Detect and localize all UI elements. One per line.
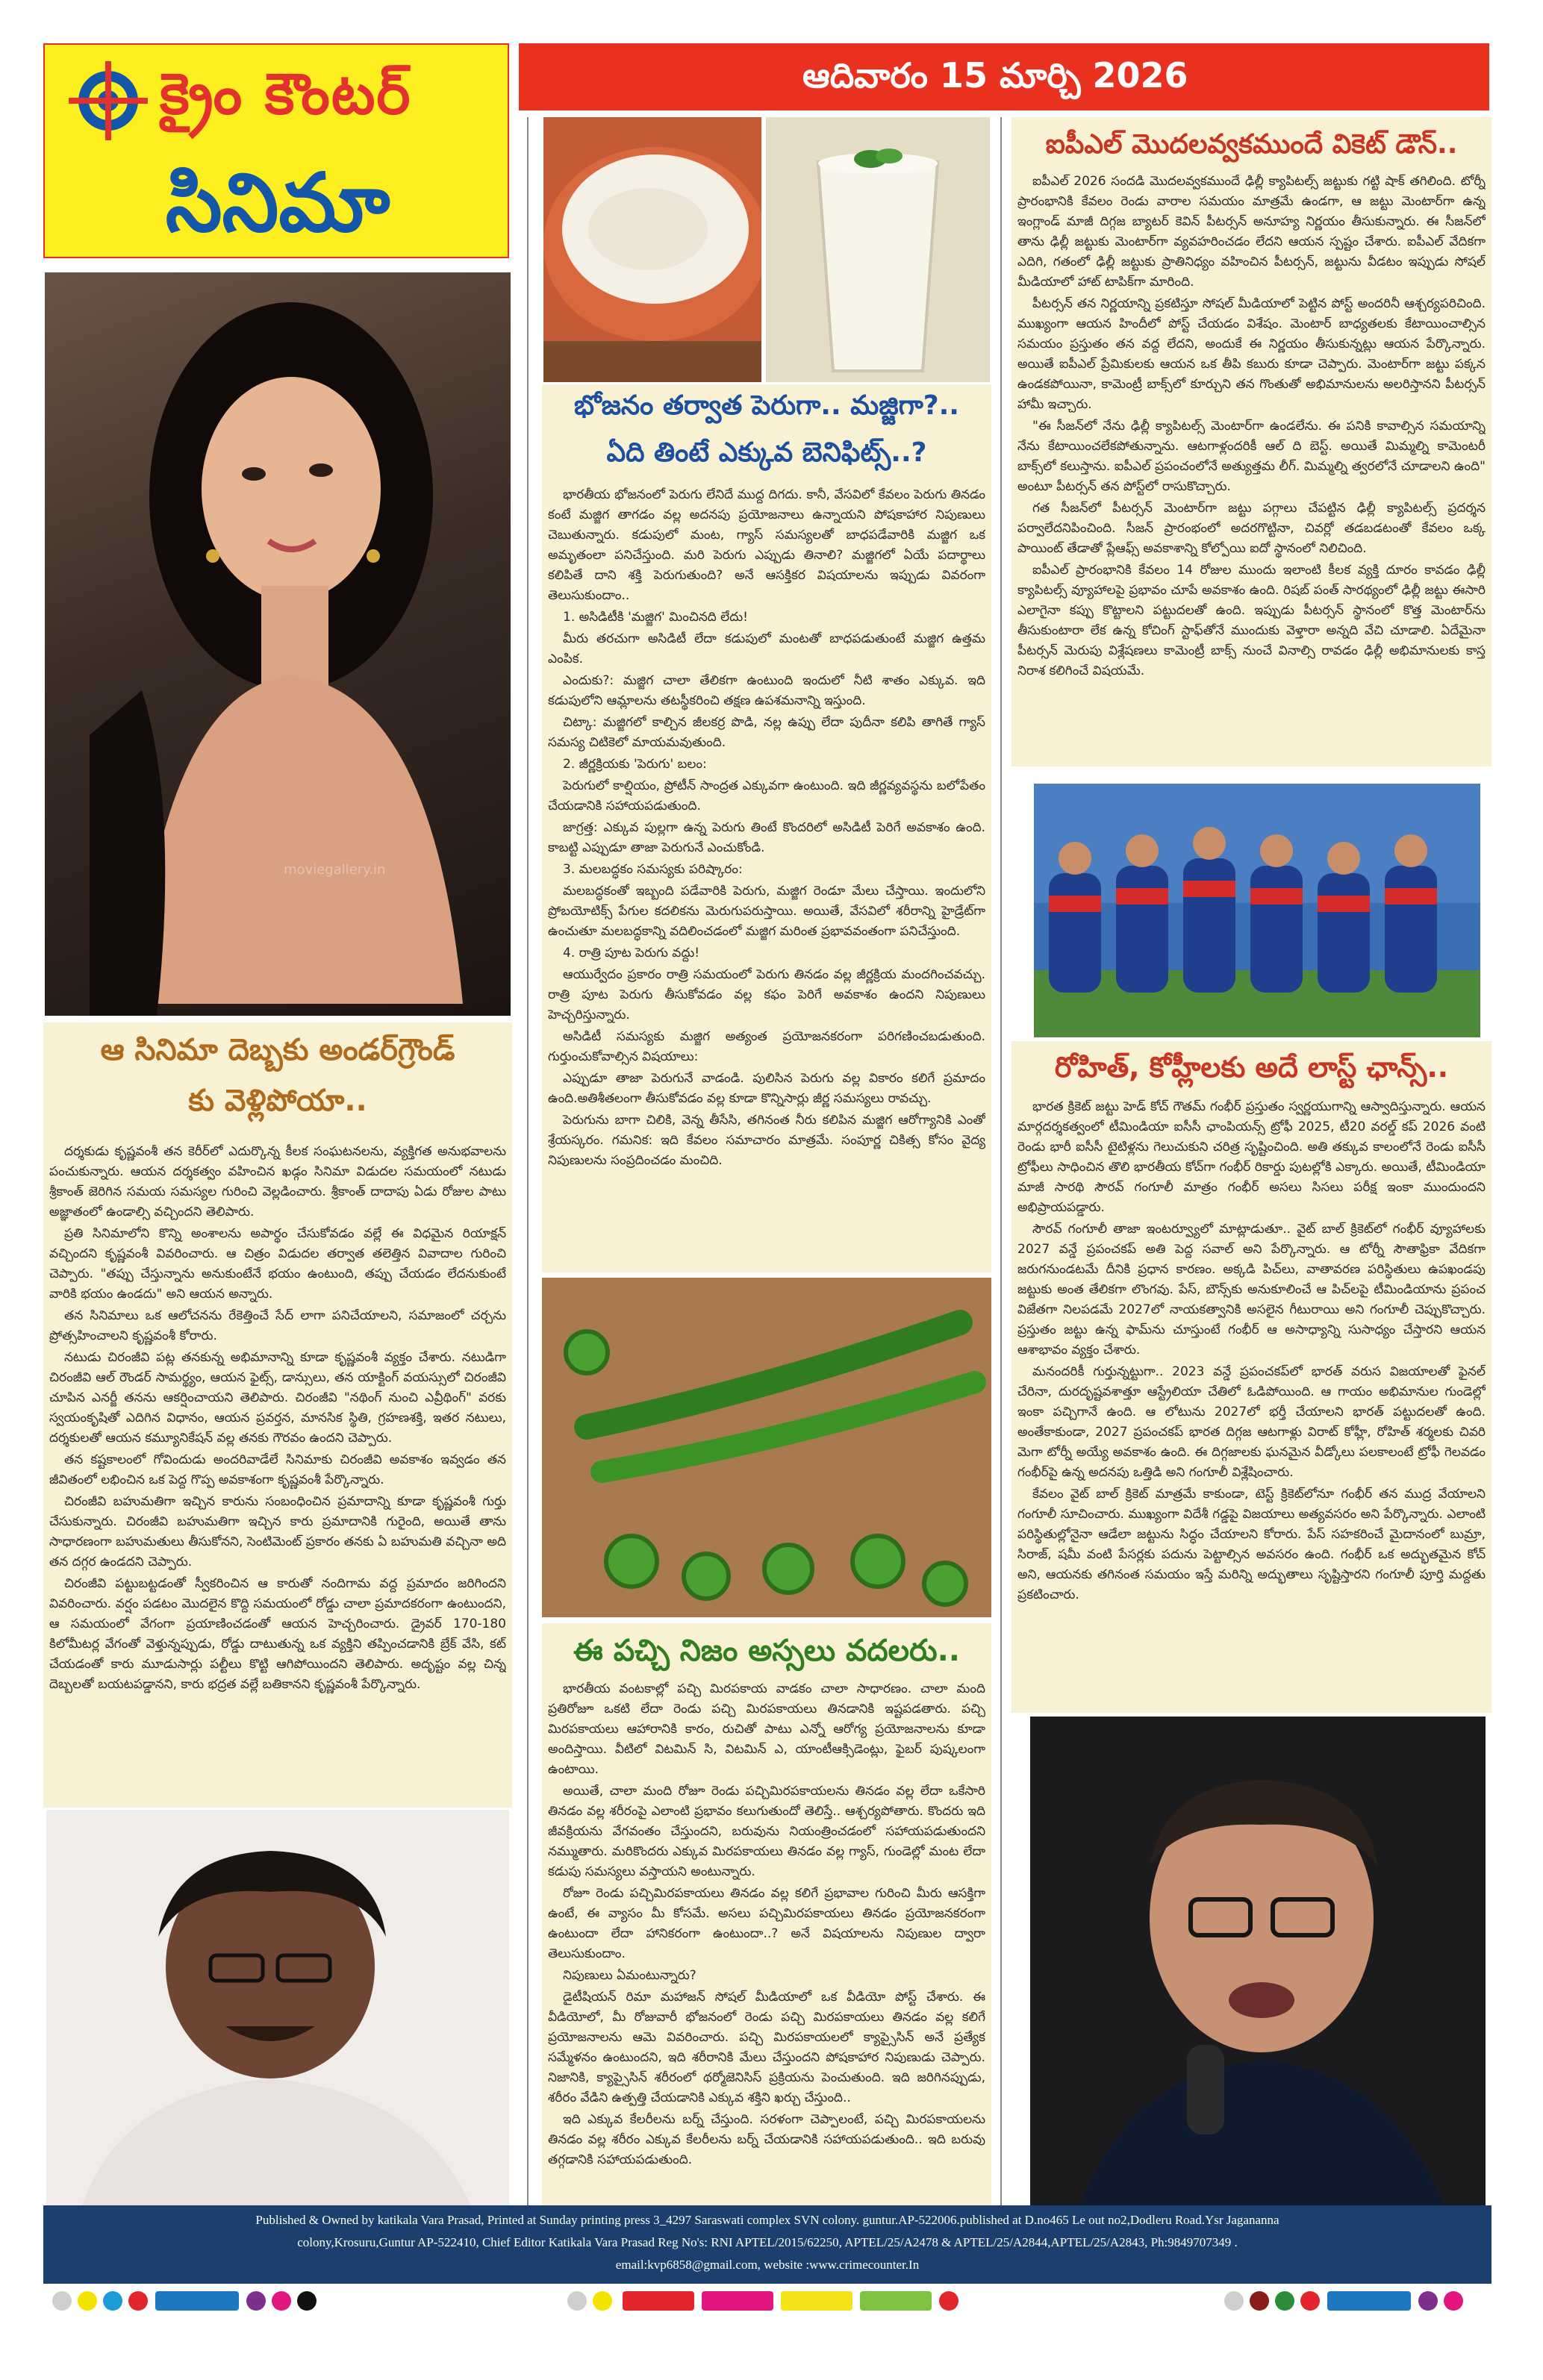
color-dot [103, 2291, 122, 2311]
cricket-team-illustration [1034, 784, 1480, 1037]
footer-line-1: Published & Owned by katikala Vara Prasad, Printed at Sunday printing press 3_4297 Saraswati complex SVN colony. guntur.AP-522006.published at D.no465 Le out no2,Dodleru Road.Ysr Jagananna [255, 2213, 1279, 2227]
masthead-logo [43, 43, 509, 258]
logo-text: క్రైం కౌంటర్ [160, 60, 412, 127]
color-bar [1327, 2291, 1411, 2311]
chilli-body: భారతీయ వంటకాల్లో పచ్చి మిరపకాయ వాడకం చాలా సాధారణం. చాలా మంది ప్రతిరోజూ ఒకటి లేదా రెండు పచ్చి మిరపకాయలు తినడానికి ఇష్టపడతారు. పచ్చి మిరపకాయలు ఆహారానికి కారం, రుచితో పాటు ఎన్నో ఆరోగ్య ప్రయోజనాలను కూడా అందిస్తాయి. వీటిలో విటమిన్ సి, విటమిన్ ఎ, యాంటీఆక్సిడెంట్లు, ఫైబర్ పుష్కలంగా ఉంటాయి. అయితే, చాలా మంది రోజూ రెండు పచ్చిమిరపకాయలను తినడం వల్ల లేదా ఒకేసారి తినడం వల్ల శరీరంపై ఎలాంటి ప్రభావం కలుగుతుందో తెలిస్తే.. ఆశ్చర్యపోతారు. కొందరు ఇది జీవక్రియను వేగవంతం చేస్తుందని, బరువును నియంత్రించడంలో సహాయపడుతుందని నమ్ముతారు. మరికొందరు ఎక్కువ మిరపకాయలు తినడం వల్ల గ్యాస్, గుండెల్లో మంట లేదా కడుపు సమస్యలు వస్తాయని అంటున్నారు. రోజూ రెండు పచ్చిమిరపకాయలు తినడం వల్ల కలిగే ప్రభావాల గురించి మీరు ఆసక్తిగా ఉంటే, ఈ వ్యాసం మీ కోసమే. అసలు పచ్చిమిరపకాయలు తినడం ప్రయోజనకరంగా ఉంటుందా లేదా హానికరంగా ఉంటుందా..? అనే విషయాలను నిపుణుల ద్వారా తెలుసుకుందాం. నిపుణులు ఏమంటున్నారు? డైటీషియన్ రిమా మహాజన్ సోషల్ మీడియాలో ఒక వీడియో పోస్ట్ చేశారు. ఈ వీడియోలో, మీ రోజువారీ భోజనంలో రెండు పచ్చి మిరపకాయలు తినడం వల్ల కలిగే ప్రయోజనాలను ఆమె వివరించారు. పచ్చి మిరపకాయలలో క్యాప్సైసిన్ అనే ప్రత్యేక సమ్మేళనం ఉంటుందని, ఇది శరీరానికి మేలు చేస్తుందని పోషకాహార నిపుణుడు చెప్పారు. నిజానికి, క్యాప్సైసిన్ శరీరంలో థర్మోజెనిసిస్ ప్రక్రియను పెంచుతుంది. ఇది జరిగినప్పుడు, శరీరం వేడిని ఉత్పత్తి చేయడానికి ఎక్కువ శక్తిని ఖర్చు చేస్తుంది.. ఇది ఎక్కువ కేలరీలను బర్న్ చేస్తుంది. సరళంగా చెప్పాలంటే, పచ్చి మిరపకాయలను తినడం వల్ల శరీరం ఎక్కువ కేలరీలను బర్న్ చేయడానికి సహాయపడుతుంది.. ఇది బరువు తగ్గడానికి సహాయపడుతుంది. [548, 1681, 985, 2167]
color-bar [702, 2291, 773, 2311]
curd-photo [543, 117, 761, 382]
column-divider [1000, 117, 1002, 2274]
footer-text [43, 2209, 1491, 2276]
curd-title: భోజనం తర్వాత పెరుగా.. మజ్జిగా?.. ఏది తింటే ఎక్కువ బెనిఫిట్స్..? [574, 390, 959, 468]
curd-body: భారతీయ భోజనంలో పెరుగు లేనిదే ముద్ద దిగదు. కానీ, వేసవిలో కేవలం పెరుగు తినడం కంటే మజ్జిగ తాగడం వల్ల అదనపు ప్రయోజనాలు ఉన్నాయని పోషకాహార నిపుణులు చెబుతున్నారు. కడుపులో మంట, గ్యాస్ సమస్యలతో బాధపడేవారికి మజ్జిగ ఒక అమృతంలా పనిచేస్తుంది. మరి పెరుగు ఎప్పుడు తినాలి? మజ్జిగలో ఏయే పదార్థాలు కలిపితే దాని శక్తి పెరుగుతుంది? అనే ఆసక్తికర విషయాలను ఇప్పుడు వివరంగా తెలుసుకుందాం.. 1. అసిడిటీకి 'మజ్జిగ' మించినది లేదు! మీరు తరచుగా అసిడిటీ లేదా కడుపులో మంటతో బాధపడుతుంటే మజ్జిగ ఉత్తమ ఎంపిక. ఎందుకు?: మజ్జిగ చాలా తేలికగా ఉంటుంది ఇందులో నీటి శాతం ఎక్కువ. ఇది కడుపులోని ఆమ్లాలను తటస్థీకరించి తక్షణ ఉపశమనాన్ని ఇస్తుంది. చిట్కా: మజ్జిగలో కాల్చిన జీలకర్ర పొడి, నల్ల ఉప్పు లేదా పుదీనా కలిపి తాగితే గ్యాస్ సమస్య చిటికెలో మాయమవుతుంది. 2. జీర్ణక్రియకు 'పెరుగు' బలం: పెరుగులో కాల్షియం, ప్రోటీన్ సాంద్రత ఎక్కువగా ఉంటుంది. ఇది జీర్ణవ్యవస్థను బలోపేతం చేయడానికి సహాయపడుతుంది. జాగ్రత్త: ఎక్కువ పుల్లగా ఉన్న పెరుగు తింటే కొందరిలో అసిడిటీ పెరిగే అవకాశం ఉంది. కాబట్టి ఎప్పుడూ తాజా పెరుగునే ఎంచుకోండి. 3. మలబద్ధకం సమస్యకు పరిష్కారం: మలబద్ధకంతో ఇబ్బంది పడేవారికి పెరుగు, మజ్జిగ రెండూ మేలు చేస్తాయి. ఇందులోని ప్రోబయోటిక్స్ పేగుల కదలికను మెరుగుపరుస్తాయి. అయితే, వేసవిలో శరీరాన్ని హైడ్రేట్‌గా ఉంచుతూ మలబద్ధకాన్ని వదిలించడంలో మజ్జిగ మరింత ప్రభావవంతంగా పనిచేస్తుంది. 4. రాత్రి పూట పెరుగు వద్దు! ఆయుర్వేదం ప్రకారం రాత్రి సమయంలో పెరుగు తినడం వల్ల జీర్ణక్రియ మందగించవచ్చు. రాత్రి పూట పెరుగు తీసుకోవడం వల్ల కఫం పెరిగే అవకాశం ఉందని నిపుణులు హెచ్చరిస్తున్నారు. అసిడిటీ సమస్యకు మజ్జిగ అత్యంత ప్రయోజనకరంగా పరిగణించబడుతుంది. గుర్తుంచుకోవాల్సిన విషయాలు: ఎప్పుడూ తాజా పెరుగునే వాడండి. పులిసిన పెరుగు వల్ల వికారం కలిగే ప్రమాదం ఉంది.అతిశీతలంగా తీసుకోవడం వల్ల కూడా కొన్నిసార్లు జీర్ణ సమస్యలు రావచ్చు. పెరుగును బాగా చిలికి, వెన్న తీసేసి, తగినంత నీరు కలిపిన మజ్జిగ ఆరోగ్యానికి ఎంతో శ్రేయస్కరం. గమనిక: ఇది కేవలం సమాచారం మాత్రమే. సంపూర్ణ చికిత్స కోసం వైద్య నిపుణులను సంప్రదించడం మంచిది. [548, 487, 985, 1168]
color-dot [1224, 2291, 1244, 2311]
director-photo [46, 1810, 509, 2228]
cricket-team-photo [1034, 784, 1480, 1037]
actress-photo [45, 272, 511, 1016]
date-text: ఆదివారం 15 మార్చి 2026 [802, 55, 1188, 96]
color-dot [297, 2291, 317, 2311]
section-title: సినిమా [165, 157, 390, 250]
cinema-body: దర్శకుడు కృష్ణవంశీ తన కెరీర్‌లో ఎదుర్కొన్న కీలక సంఘటనలను, వ్యక్తిగత అనుభవాలను పంచుకున్నారు. ఆయన దర్శకత్వం వహించిన ఖడ్గం సినిమా విడుదల సమయంలో నటుడు శ్రీకాంత్ జెరిగిన సమయ సమస్యల గురించి వెల్లడించారు. శ్రీకాంత్ దాదాపు ఏడు రోజుల పాటు అజ్ఞాతంలో ఉండాల్సి వచ్చిందని తెలిపారు. ప్రతి సినిమాలోని కొన్ని అంశాలను అపార్థం చేసుకోవడం వల్లే ఈ విధమైన రియాక్షన్ వచ్చిందని కృష్ణవంశీ వివరించారు. ఆ చిత్రం విడుదల తర్వాత తలెత్తిన వివాదాల గురించి చెప్పారు. "తప్పు చేస్తున్నాను అనుకుంటేనే భయం ఉంటుంది, తప్పు చేయడం లేదనుకుంటే వారికి భయం ఉండదు" అని ఆయన అన్నారు. తన సినిమాలు ఒక ఆలోచనను రేకెత్తించే సేద్ లాగా పనిచేయాలని, సమాజంలో చర్చను ప్రోత్సహించాలని కృష్ణవంశీ కోరారు. నటుడు చిరంజీవి పట్ల తనకున్న అభిమానాన్ని కూడా కృష్ణవంశీ వ్యక్తం చేశారు. నటుడిగా చిరంజీవి ఆల్ రౌండర్ సామర్థ్యం, ఆయన ఫైట్స్, డాన్సులు, తన యాక్టింగ్ వయస్సులో చిరంజీవి చూపిన ఎనర్జీ తనను ఆకర్షించాయని తెలిపారు. చిరంజీవి "నథింగ్ నుంచి ఎవ్రీథింగ్" వరకు స్వయంకృషితో ఎదిగిన విధానం, ఆయన ప్రవర్తన, మానసిక స్థితి, గ్రహణశక్తి, ఇతర నటులు, దర్శకులతో ఆయన కమ్యూనికేషన్ వల్ల తనకు గౌరవం ఉందని చెప్పారు. తన కష్టకాలంలో గోవిందుడు అందరివాడేలే సినిమాకు చిరంజీవి అవకాశం ఇవ్వడం తన జీవితంలో లభించిన ఒక పెద్ద గొప్ప అవకాశంగా కృష్ణవంశీ పేర్కొన్నారు. చిరంజీవి బహుమతిగా ఇచ్చిన కారును సంబంధించిన ప్రమాదాన్ని కూడా కృష్ణవంశీ గుర్తు చేసుకున్నారు. చిరంజీవి బహుమతిగా ఇచ్చిన కారు ప్రమాదానికి గురైంది, అయితే తాను సాధారణంగా బహుమతులు తీసుకోనని, సెంటిమెంట్ ప్రకారం తనకు ఏ బహుమతి వచ్చినా అది తన దగ్గర ఉండదని చెప్పారు. చిరంజీవి పట్టుబట్టడంతో స్వీకరించిన ఆ కారుతో నందిగామ వద్ద ప్రమాదం జరిగిందని వివరించారు. వర్షం పడటం మొదలైన కొద్ది సమయంలో రోడ్డు చాలా ప్రమాదకరంగా ఉంటుందని, ఆ సమయంలో వేగంగా ప్రయాణించడంతో ఆయన హెచ్చరించారు. డ్రైవర్ 170-180 కిలోమీటర్ల వేగంతో వెళ్తున్నప్పుడు, రోడ్డు దాటుతున్న ఒక వ్యక్తిని తప్పించడానికి బ్రేక్ వేసి, కట్ చేయడంతో కారు మూడుసార్లు పల్టీలు కొట్టి ఆగిపోయిందని తెలిపారు. అదృష్టం వల్ల చిన్న దెబ్బలతో బయటపడ్డానని, కారు భద్రత వల్లే బతికానని కృష్ణవంశీ పేర్కొన్నారు. [49, 1144, 506, 1692]
color-dot [1418, 2291, 1438, 2311]
logo-brand [67, 52, 485, 149]
chilli-illustration [542, 1278, 991, 1617]
color-dot [1250, 2291, 1269, 2311]
buttermilk-photo [766, 117, 990, 382]
color-dot [1275, 2291, 1294, 2311]
rohit-title: రోహిత్, కోహ్లీలకు అదే లాస్ట్ ఛాన్స్.. [1054, 1051, 1449, 1084]
column-divider [527, 117, 529, 2274]
color-dot [246, 2291, 266, 2311]
color-dot [567, 2291, 587, 2311]
color-dot [52, 2291, 72, 2311]
buttermilk-glass-illustration [766, 117, 990, 382]
cinema-title: ఆ సినిమా దెబ్బకు అండర్‌గ్రౌండ్ కు వెళ్లిపోయా.. [100, 1033, 455, 1118]
footer-line-2: colony,Krosuru,Guntur AP-522410, Chief Editor Katikala Vara Prasad Reg No's: RNI APTEL/2015/62250, APTEL/25/A2478 & APTEL/25/A2844,APTEL/25/A2843, Ph:9849707349 . [297, 2235, 1238, 2249]
color-bar [155, 2291, 239, 2311]
color-bar [860, 2291, 932, 2311]
photo-watermark: moviegallery.in [284, 862, 386, 878]
ipl-body: ఐపీఎల్ 2026 సందడి మొదలవ్వకముందే ఢిల్లీ క్యాపిటల్స్ జట్టుకు గట్టి షాక్ తగిలింది. టోర్నీ ప్రారంభానికి కేవలం రెండు వారాల సమయం మాత్రమే ఉండగా, ఆ జట్టు మెంటార్‌గా ఉన్న ఇంగ్లాండ్ మాజీ దిగ్గజ బ్యాటర్ కెవిన్ పీటర్సన్ అనూహ్య నిర్ణయం తీసుకున్నారు. ఈ సీజన్‌లో తాను ఢిల్లీ జట్టుకు మెంటార్‌గా వ్యవహరించడం లేదని ఆయన స్పష్టం చేశారు. ఐపీఎల్ వేదికగా ఎదిగి, గతంలో ఢిల్లీ జట్టుకు ప్రాతినిధ్యం వహించిన పీటర్సన్, జట్టును వీడటం ఇప్పుడు సోషల్ మీడియాలో హాట్ టాపిక్‌గా మారింది. పీటర్సన్ తన నిర్ణయాన్ని ప్రకటిస్తూ సోషల్ మీడియాలో పెట్టిన పోస్ట్ అందరినీ ఆశ్చర్యపరిచింది. ముఖ్యంగా ఆయన హిందీలో పోస్ట్ చేయడం విశేషం. మెంటార్ బాధ్యతలకు కేటాయించాల్సిన సమయం ప్రస్తుతం తన వద్ద లేదని, అందుకే ఈ నిర్ణయం తీసుకున్నట్లు ఆయన పేర్కొన్నారు. అయితే ఐపీఎల్ ప్రేమికులకు ఆయన ఒక తీపి కబురు కూడా చెప్పారు. మెంటార్‌గా జట్టు పక్కన ఉండకపోయినా, కామెంట్రీ బాక్స్‌లో కూర్చుని తన గొంతుతో అభిమానులను అలరిస్తానని పీటర్సన్ హామీ ఇచ్చారు. "ఈ సీజన్‌లో నేను ఢిల్లీ క్యాపిటల్స్ మెంటార్‌గా ఉండలేను. ఈ పనికి కావాల్సిన సమయాన్ని నేను కేటాయించలేకపోతున్నాను. ఆటగాళ్లందరికీ ఆల్ ది బెస్ట్. అయితే మిమ్మల్ని కామెంటరీ బాక్స్‌లో కలుస్తాను. ఐపీఎల్ ప్రపంచంలోనే అత్యుత్తమ లీగ్. మిమ్మల్ని త్వరలోనే చూడాలని ఉంది" అంటూ పీటర్సన్ తన పోస్ట్‌లో రాసుకొచ్చారు. గత సీజన్‌లో పీటర్సన్ మెంటార్‌గా జట్టు పగ్గాలు చేపట్టిన ఢిల్లీ క్యాపిటల్స్ ప్రదర్శన పర్వాలేదనిపించింది. సీజన్ ప్రారంభంలో అదరగొట్టినా, చివర్లో తడబడటంతో కేవలం ఒక్క పాయింట్ తేడాతో ప్లేఆఫ్స్ అవకాశాన్ని కోల్పోయి ఐదో స్థానంలో నిలిచింది. ఐపీఎల్ ప్రారంభానికి కేవలం 14 రోజుల ముందు ఇలాంటి కీలక వ్యక్తి దూరం కావడం ఢిల్లీ క్యాపిటల్స్ వ్యూహాలపై ప్రభావం చూపే అవకాశం ఉంది. రిషబ్ పంత్ సారథ్యంలో ఢిల్లీ జట్టు ఈసారి ఎలాగైనా కప్పు కొట్టాలని పట్టుదలతో ఉంది. ఇప్పుడు పీటర్సన్ స్థానంలో కొత్త మెంటార్‌ను తీసుకుంటారా లేక ఉన్న కోచింగ్ స్టాఫ్‌తోనే ముందుకు వెళ్తారా అన్నది వేచి చూడాలి. ఏదేమైనా పీటర్సన్ మెరుపు విశ్లేషణలు కామెంట్రీ బాక్స్ నుంచే వినాల్సి రావడం ఢిల్లీ అభిమానులకు కాస్త నిరాశ కలిగించే విషయమే. [1017, 174, 1486, 678]
color-dot [78, 2291, 97, 2311]
ipl-title: ఐపీఎల్ మొదలవ్వకముందే వికెట్ డౌన్.. [1045, 129, 1458, 160]
chilli-photo [542, 1278, 991, 1617]
color-dot [1300, 2291, 1320, 2311]
color-dot [593, 2291, 612, 2311]
color-bar [623, 2291, 694, 2311]
crosshair-logo-icon [67, 60, 149, 142]
rohit-body: భారత క్రికెట్ జట్టు హెడ్ కోచ్ గౌతమ్ గంభీర్ ప్రస్తుతం స్వర్ణయుగాన్ని ఆస్వాదిస్తున్నారు. ఆయన మార్గదర్శకత్వంలో టీమిండియా ఐసీసీ ఛాంపియన్స్ ట్రోఫీ 2025, టీ20 వరల్డ్ కప్ 2026 వంటి రెండు భారీ ఐసీసీ టైటిళ్లను గెలుచుకుని చరిత్ర సృష్టించింది. అతి తక్కువ కాలంలోనే రెండు ఐసీసీ ట్రోఫీలు సాధించిన తొలి భారతీయ కోచ్‌గా గంభీర్ రికార్డు పుటల్లోకి ఎక్కారు. అయితే, టీమిండియా మాజీ సారథి సౌరవ్ గంగూలీ మాత్రం గంభీర్ అసలు సిసలు పరీక్ష ఇంకా ముందుందని అభిప్రాయపడ్డారు. సౌరవ్ గంగూలీ తాజా ఇంటర్వ్యూలో మాట్లాడుతూ.. వైట్ బాల్ క్రికెట్‌లో గంభీర్ వ్యూహాలకు 2027 వన్డే ప్రపంచకప్ అతి పెద్ద సవాల్ అని పేర్కొన్నారు. ఆ టోర్నీ సౌతాఫ్రికా వేదికగా జరుగనుండటమే దీనికి ప్రధాన కారణం. అక్కడి పిచ్‌లు, వాతావరణ పరిస్థితులు ఉపఖండపు జట్టుకు అంత తేలికగా లొంగవు. పేస్, బౌన్స్‌కు అనుకూలించే ఆ పిచ్‌లపై టీమిండియాను ప్రపంచ విజేతగా నిలపడమే 2027లో నాయకత్వానికి అసలైన గీటురాయి అని గంగూలీ చెప్పుకొచ్చారు. ప్రస్తుతం జట్టు ఉన్న ఫామ్‌ను చూస్తుంటే గంభీర్ ఆ అసాధ్యాన్ని సుసాధ్యం చేస్తారని ఆయన ఆశాభావం వ్యక్తం చేశారు. మనందరికీ గుర్తున్నట్టుగా.. 2023 వన్డే ప్రపంచకప్‌లో భారత్ వరుస విజయాలతో ఫైనల్ చేరినా, దురదృష్టవశాత్తూ ఆస్ట్రేలియా చేతిలో ఓడిపోయింది. ఆ గాయం అభిమానుల గుండెల్లో ఇంకా పచ్చిగానే ఉంది. ఆ లోటును 2027లో భర్తీ చేయాలని భారత్ పట్టుదలతో ఉంది. అంతేకాకుండా, 2027 ప్రపంచకప్ భారత దిగ్గజ ఆటగాళ్లు విరాట్ కోహ్లీ, రోహిత్ శర్మలకు చివరి మెగా టోర్నీ అయ్యే అవకాశం ఉంది. ఈ దిగ్గజాలకు ఘనమైన వీడ్కోలు పలకాలంటే ట్రోఫీ గెలవడం గంభీర్‌పై ఉన్న అదనపు ఒత్తిడి అని గంగూలీ విశ్లేషించారు. కేవలం వైట్ బాల్ క్రికెట్ మాత్రమే కాకుండా, టెస్ట్ క్రికెట్‌లోనూ గంభీర్ తన ముద్ర వేయాలని గంగూలీ సూచించారు. ముఖ్యంగా విదేశీ గడ్డపై విజయాలు అత్యవసరం అని పేర్కొన్నారు. ఎలాంటి పరిస్థితుల్లోనైనా ఆడేలా జట్టును సిద్ధం చేయాలని కోరారు. పేస్ సహకరించే మైదానంలో బుమ్రా, సిరాజ్, షమీ వంటి పేసర్లకు పదును పెట్టాల్సిన అవసరం ఉంది. గంభీర్ ఒక అద్భుతమైన కోచ్ అని, ఆయనకు తగినంత సమయం ఇస్తే మరిన్ని అద్భుతాలు సృష్టిస్తారని గంగూలీ పూర్తి మద్దతు ప్రకటించారు. [1017, 1099, 1486, 1602]
director-illustration [46, 1810, 509, 2228]
color-dot [939, 2291, 958, 2311]
actress-illustration [45, 272, 511, 1016]
ganguly-photo [1030, 1717, 1486, 2269]
date-bar [519, 43, 1489, 110]
ganguly-illustration [1030, 1717, 1486, 2269]
chilli-title: ఈ పచ్చి నిజం అస్సలు వదలరు.. [573, 1634, 960, 1668]
color-dot [1444, 2291, 1463, 2311]
curd-bowl-illustration [543, 117, 761, 382]
color-dot [128, 2291, 148, 2311]
color-dot [272, 2291, 291, 2311]
color-bar [781, 2291, 852, 2311]
footer-line-3[interactable]: email:kvp6858@gmail.com, website :www.crimecounter.In [615, 2258, 920, 2272]
